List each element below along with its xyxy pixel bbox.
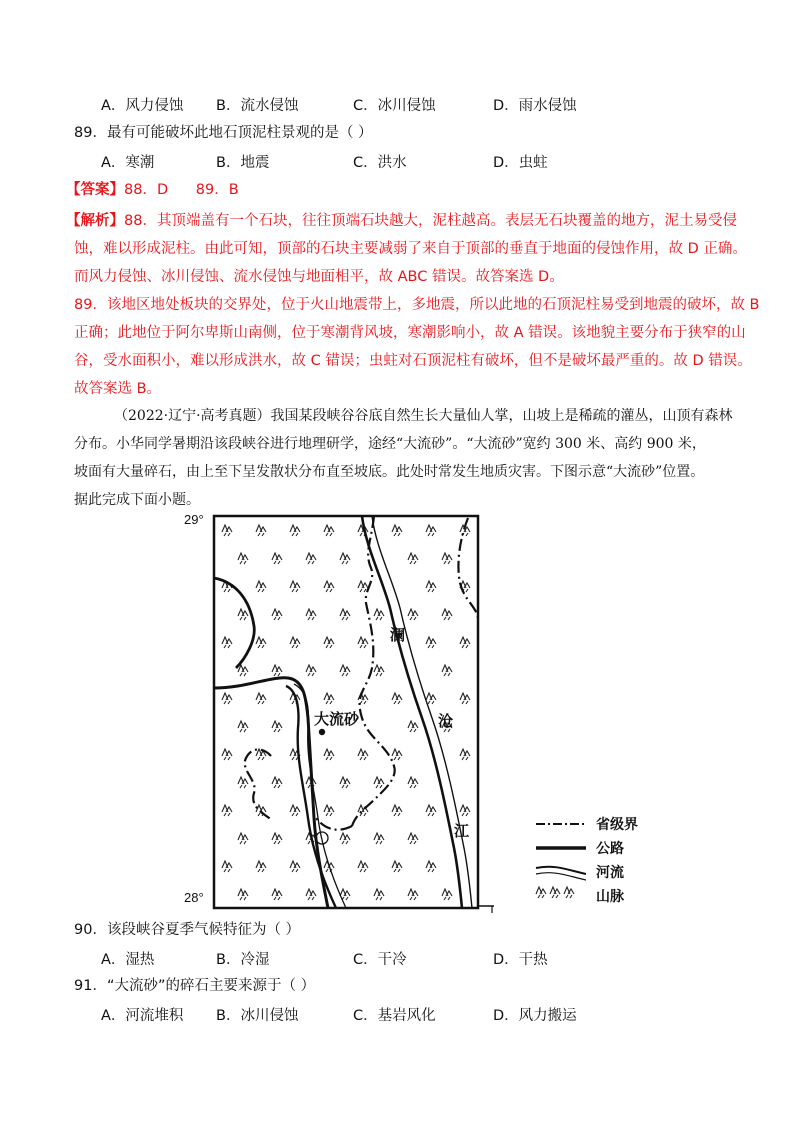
q90-option-c[interactable]: C．干冷 — [353, 952, 407, 968]
q89-option-d[interactable]: D．虫蛀 — [493, 155, 548, 171]
latitude-29-label: 29° — [184, 512, 204, 527]
analysis-line-3: 而风力侵蚀、冰川侵蚀、流水侵蚀与地面相平，故 ABC 错误。故答案选 D。 — [74, 269, 564, 285]
river-label-jiang: 江 — [454, 822, 470, 840]
latitude-28-label: 28° — [184, 890, 204, 905]
legend-mountain — [536, 887, 625, 905]
legend-road-label: 公路 — [596, 841, 624, 857]
legend-river — [536, 864, 624, 881]
q88-option-c[interactable]: C．冰川侵蚀 — [353, 98, 436, 114]
intro-line-2: 分布。小华同学暑期沿该段峡谷进行地理研学，途经“大流砂”。“大流砂”宽约 300 米、高约 900 米， — [74, 436, 706, 452]
river-label-lan: 澜 — [390, 626, 406, 644]
answer-line — [66, 180, 239, 200]
legend-river-swatch-b — [536, 873, 586, 880]
analysis-line-5: 正确；此地位于阿尔卑斯山南侧，位于寒潮背风坡，寒潮影响小，故 A 错误。该地貌主要分布于狭窄的山 — [74, 325, 746, 341]
map-legend — [536, 816, 638, 905]
legend-provincial-boundary — [536, 816, 638, 833]
q91-stem: 91．“大流砂”的碎石主要来源于（ ） — [74, 978, 316, 994]
q89-stem: 89．最有可能破坏此地石顶泥柱景观的是（ ） — [74, 125, 373, 141]
analysis-line-1: 88．其顶端盖有一个石块，往往顶端石块越大，泥柱越高。表层无石块覆盖的地方，泥土易受侵 — [124, 213, 737, 229]
mountain-symbol — [536, 887, 546, 898]
q88-option-b[interactable]: B．流水侵蚀 — [216, 98, 299, 114]
dalisha-label: 大流砂 — [314, 710, 360, 728]
q89-option-a[interactable]: A．寒潮 — [101, 155, 155, 171]
legend-mountain-label: 山脉 — [596, 889, 624, 905]
analysis-block — [66, 207, 760, 403]
intro-paragraph — [74, 402, 734, 514]
legend-river-label: 河流 — [596, 865, 624, 881]
answer-text: 88．D 89．B — [124, 182, 239, 198]
analysis-line-7: 故答案选 B。 — [74, 381, 162, 397]
analysis-line-4: 89．该地区地处板块的交界处，位于火山地震带上，多地震，所以此地的石顶泥柱易受到地震的破坏，故 B — [74, 297, 760, 313]
dalisha-point — [319, 729, 325, 735]
q88-option-d[interactable]: D．雨水侵蚀 — [493, 98, 577, 114]
q89-option-c[interactable]: C．洪水 — [353, 155, 407, 171]
q91-option-c[interactable]: C．基岩风化 — [353, 1008, 436, 1024]
answer-label: 【答案】 — [66, 182, 124, 198]
q90-stem: 90．该段峡谷夏季气候特征为（ ） — [74, 922, 301, 938]
q90-option-b[interactable]: B．冷湿 — [216, 952, 270, 968]
analysis-line-6: 谷，受水面积小，难以形成洪水，故 C 错误；虫蛀对石顶泥柱有破坏，但不是破坏最严重的。故 D 错误。 — [74, 353, 752, 369]
q91-option-b[interactable]: B．冰川侵蚀 — [216, 1008, 299, 1024]
q88-option-a[interactable]: A．风力侵蚀 — [101, 98, 184, 114]
analysis-line-2: 蚀，难以形成泥柱。由此可知，顶部的石块主要减弱了来自于顶部的垂直于地面的侵蚀作用，故 D 正确。 — [74, 241, 747, 257]
q90-option-a[interactable]: A．湿热 — [101, 952, 155, 968]
legend-mountain-swatch — [536, 887, 574, 898]
q89-option-b[interactable]: B．地震 — [216, 155, 270, 171]
q91-option-a[interactable]: A．河流堆积 — [101, 1008, 184, 1024]
intro-line-1: 我国某段峡谷谷底自然生长大量仙人掌，山坡上是稀疏的灌丛，山顶有森林 — [270, 408, 733, 424]
legend-boundary-label: 省级界 — [596, 817, 638, 833]
intro-line-3: 坡面有大量碎石，由上至下呈发散状分布直至坡底。此处时常发生地质灾害。下图示意“大流砂”位置。 — [74, 464, 705, 480]
q91-option-d[interactable]: D．风力搬运 — [493, 1008, 577, 1024]
analysis-label: 【解析】 — [66, 213, 124, 229]
intro-line-4: 据此完成下面小题。 — [74, 492, 200, 508]
q90-option-d[interactable]: D．干热 — [493, 952, 548, 968]
mountain-symbol — [550, 887, 560, 898]
mountain-symbol — [564, 887, 574, 898]
river-label-cang: 沧 — [438, 712, 454, 730]
dalisha-location-map — [176, 508, 688, 914]
legend-road — [536, 840, 624, 857]
intro-source: （2022·辽宁·高考真题） — [114, 408, 271, 424]
